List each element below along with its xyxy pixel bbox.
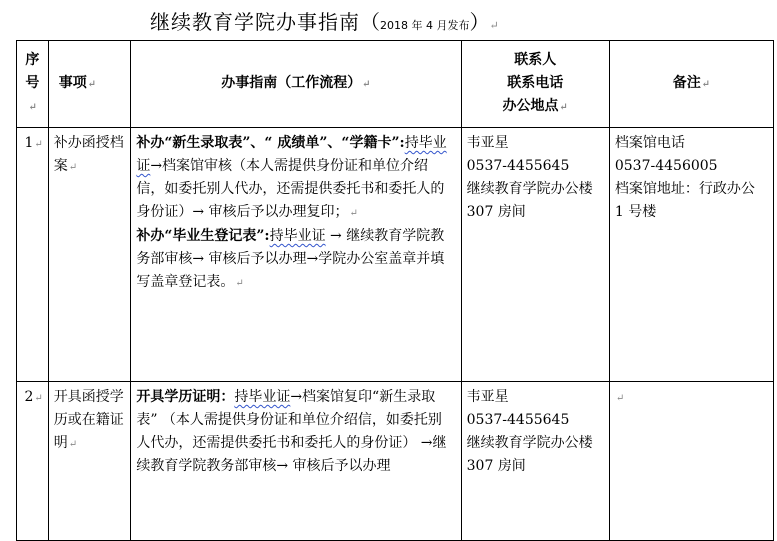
- row-seq-value: 1: [24, 135, 34, 151]
- header-contact-line1: 联系人: [514, 52, 557, 68]
- guide-bold-heading: 开具学历证明：: [136, 389, 235, 405]
- contact-phone: 0537-4455645: [466, 412, 570, 428]
- guide-text: →档案馆审核（本人需提供身份证和单位介绍信，如委托别人代办，还需提供委托书和委托人的身份证）→ 审核后予以办理复印；: [136, 158, 445, 220]
- note-line: 档案馆地址：行政办公 1 号楼: [614, 181, 755, 220]
- contact-name: 韦亚星: [466, 389, 509, 405]
- guide-underlined-term: 持毕业证: [269, 228, 326, 244]
- row-seq: [17, 128, 49, 382]
- paragraph-mark: ↵: [28, 102, 38, 113]
- paragraph-mark: ↵: [68, 162, 78, 173]
- header-note: [609, 41, 773, 128]
- paragraph-mark: ↵: [489, 19, 499, 32]
- row-item-text: 开具函授学历或在籍证明: [53, 389, 124, 451]
- contact-phone: 0537-4455645: [466, 158, 570, 174]
- title-close-paren: ）: [469, 10, 490, 34]
- row-item: [48, 128, 131, 382]
- note-line: 0537-4456005: [614, 158, 718, 174]
- table-row: [17, 128, 774, 382]
- header-item: [48, 41, 131, 128]
- contact-name: 韦亚星: [466, 135, 509, 151]
- row-item-text: 补办函授档案: [53, 135, 124, 174]
- row-guide: [131, 128, 461, 382]
- guide-text: →档案馆复印“新生录取表” （本人需提供身份证和单位介绍信，如委托别人代办，还需提供委托书和委托人的身份证） →继续教育学院教务部审核→ 审核后予以办理: [136, 389, 447, 474]
- header-item-label: 事项: [58, 75, 87, 91]
- guide-bold-heading: 补办“毕业生登记表”:: [136, 228, 270, 244]
- note-line: 档案馆电话: [614, 135, 685, 151]
- guide-paragraph: [136, 225, 455, 295]
- row-contact: [461, 128, 609, 382]
- row-guide: [131, 382, 461, 541]
- row-seq: [17, 382, 49, 541]
- guide-text: → 继续教育学院教务部审核→ 审核后予以办理→学院办公室盖章并填写盖章登记表。: [136, 228, 445, 290]
- header-guide-label: 办事指南（工作流程）: [221, 75, 362, 91]
- header-contact: [461, 41, 609, 128]
- row-note: [609, 128, 773, 382]
- contact-office: 继续教育学院办公楼 307 房间: [466, 435, 593, 474]
- guide-table: [16, 40, 774, 541]
- paragraph-mark: ↵: [235, 278, 244, 289]
- row-seq-value: 2: [24, 389, 34, 405]
- guide-bold-heading: 补办“新生录取表”、“ 成绩单”、“学籍卡”:: [136, 135, 405, 151]
- document-title: 继续教育学院办事指南: [150, 10, 360, 34]
- row-contact: [461, 382, 609, 541]
- header-note-label: 备注: [672, 75, 701, 91]
- guide-paragraph: [136, 132, 455, 225]
- contact-office: 继续教育学院办公楼 307 房间: [466, 181, 593, 220]
- guide-underlined-term: 持毕业证: [136, 135, 447, 174]
- row-item: [48, 382, 131, 541]
- paragraph-mark: ↵: [349, 208, 358, 219]
- paragraph-mark: ↵: [87, 79, 97, 90]
- paragraph-mark: ↵: [68, 439, 78, 450]
- header-contact-line2: 联系电话: [507, 75, 564, 91]
- table-header-row: [17, 41, 774, 128]
- paragraph-mark: ↵: [34, 139, 43, 150]
- guide-paragraph: [136, 386, 455, 478]
- paragraph-mark: ↵: [615, 393, 625, 404]
- row-note: [609, 382, 773, 541]
- title-open-paren: （: [360, 10, 380, 34]
- paragraph-mark: ↵: [34, 393, 43, 404]
- document-title-line: [150, 6, 499, 38]
- paragraph-mark: ↵: [701, 79, 711, 90]
- header-guide: [131, 41, 461, 128]
- guide-underlined-term: 持毕业证: [234, 389, 291, 405]
- header-seq-line2: 号: [25, 75, 40, 91]
- table-row: [17, 382, 774, 541]
- header-contact-line3: 办公地点: [502, 98, 559, 114]
- publish-date: 2018 年 4 月发布: [380, 19, 470, 32]
- paragraph-mark: ↵: [559, 102, 568, 113]
- header-seq-line1: 序: [25, 52, 40, 68]
- header-seq: [17, 41, 49, 128]
- paragraph-mark: ↵: [362, 79, 371, 90]
